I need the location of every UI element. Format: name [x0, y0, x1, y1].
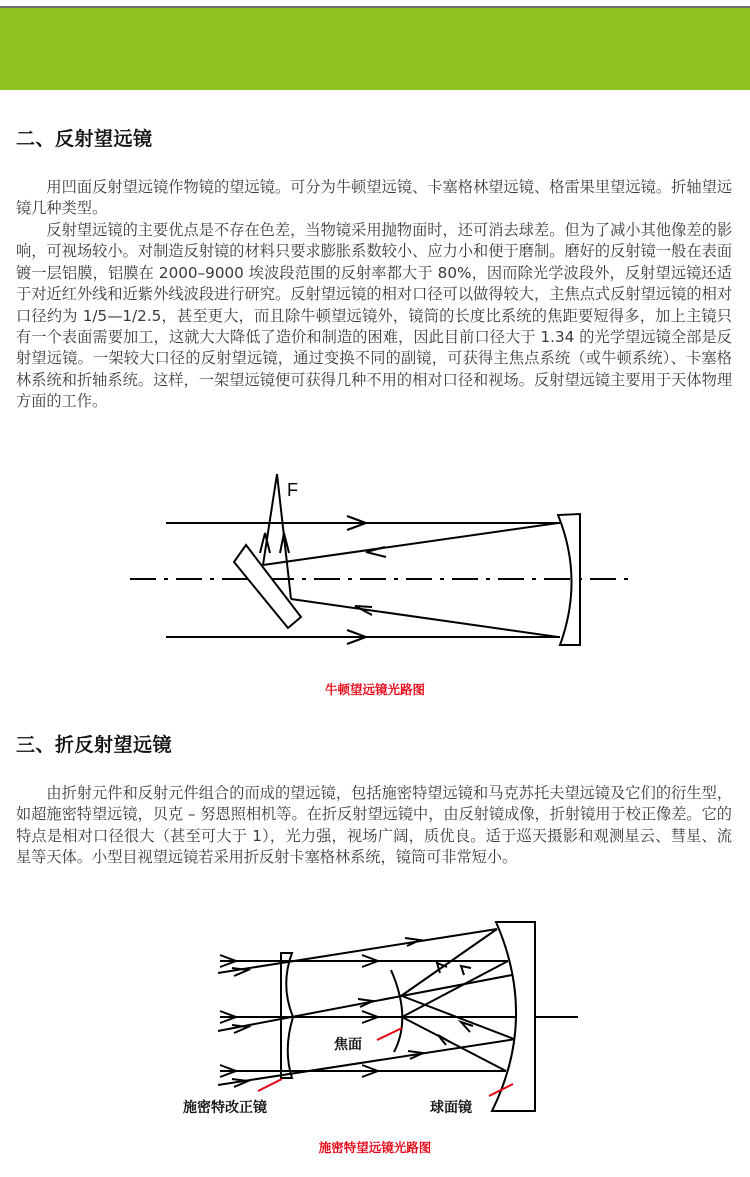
newtonian-optical-path-diagram: [0, 465, 750, 660]
paragraph-catadioptric: 由折射元件和反射元件组合的而成的望远镜，包括施密特望远镜和马克苏托夫望远镜及它们的衍生型，如超施密特望远镜，贝克 – 努恩照相机等。在折反射望远镜中，由反射镜成像，折射镜用于校正像差。它的特点是相对口径很大（甚至可大于 1），光力强，视场广阔，质优良。适于巡天摄影和观测星云、彗星、流星等天体。小型目视望远镜若采用折反射卡塞格林系统，镜筒可非常短小。: [16, 784, 732, 867]
label-schmidt-corrector: 施密特改正镜: [183, 1100, 267, 1116]
paragraph-reflector-details: 反射望远镜的主要优点是不存在色差，当物镜采用抛物面时，还可消去球差。但为了减小其他像差的影响，可视场较小。对制造反射镜的材料只要求膨胀系数较小、应力小和便于磨制。磨好的反射镜一般在表面镀一层铝膜，铝膜在 2000–9000 埃波段范围的反射率都大于 80%，因而除光学波段外，反射望远镜还适于对近红外线和近紫外线波段进行研究。反射望远镜的相对口径可以做得较大，主焦点式反射望远镜的相对口径约为 1/5—1/2.5，甚至更大，而且除牛顿望远镜外，镜筒的长度比系统的焦距要短得多，加上主镜只有一个表面需要加工，这就大大降低了造价和制造的困难，因此目前口径大于 1.34 的光学望远镜全部是反射望远镜。一架较大口径的反射望远镜，通过变换不同的副镜，可获得主焦点系统（或牛顿系统）、卡塞格林系统和折轴系统。这样，一架望远镜便可获得几种不用的相对口径和视场。反射望远镜主要用于天体物理方面的工作。: [16, 221, 732, 411]
figure-caption-newtonian: 牛顿望远镜光路图: [324, 682, 425, 697]
label-focal-surface: 焦面: [334, 1037, 362, 1053]
paragraph-reflector-intro: 用凹面反射望远镜作物镜的望远镜。可分为牛顿望远镜、卡塞格林望远镜、格雷果里望远镜。折轴望远镜几种类型。: [16, 178, 732, 218]
section-title-catadioptric-telescope: 三、折反射望远镜: [16, 734, 173, 756]
figure-caption-schmidt: 施密特望远镜光路图: [318, 1140, 432, 1155]
focus-label: F: [287, 480, 298, 500]
schmidt-optical-path-diagram: [0, 900, 750, 1125]
section-title-reflecting-telescope: 二、反射望远镜: [16, 128, 153, 150]
label-spherical-mirror: 球面镜: [430, 1100, 472, 1116]
header-banner: [0, 8, 750, 90]
